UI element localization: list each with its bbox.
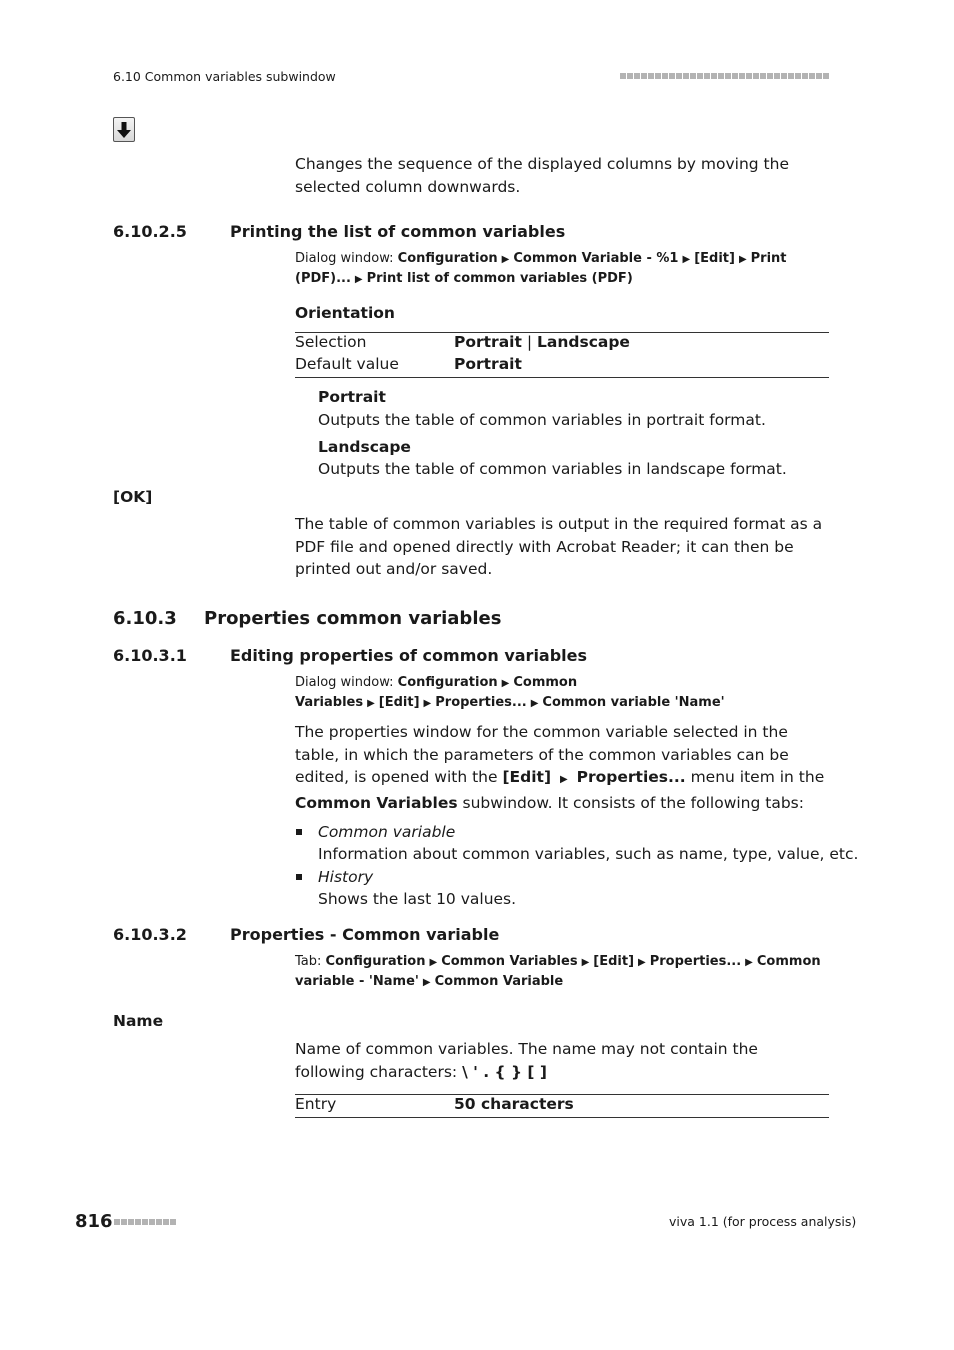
dialog-path: Dialog window: Configuration ▶ Common Variable - %1 ▶ [Edit] ▶ Print (PDF)... ▶ Print list of common variables (PDF) xyxy=(295,251,787,286)
tab-desc: Information about common variables, such as name, type, value, etc. xyxy=(318,845,859,863)
header-decoration xyxy=(620,73,829,79)
table-value: 50 characters xyxy=(454,1095,574,1113)
table-value: Portrait | Landscape xyxy=(454,333,630,351)
name-description: Name of common variables. The name may not contain the following characters: \ ' . { } [ ] xyxy=(295,1040,758,1081)
properties-paragraph: The properties window for the common variable selected in the table, in which the parameters of the common variables can be edited, is opened with the [Edit] ▶ Properties... menu item in the Common Variables subwindow. It consists of the following tabs: xyxy=(295,723,825,812)
tab-desc: Shows the last 10 values. xyxy=(318,890,517,908)
table-label: Entry xyxy=(295,1095,337,1113)
table-label: Selection xyxy=(295,333,367,351)
section-title: Editing properties of common variables xyxy=(230,646,588,665)
table-rule xyxy=(295,377,829,378)
option-desc: Outputs the table of common variables in landscape format. xyxy=(318,460,787,478)
option-name: Portrait xyxy=(318,388,386,406)
section-number: 6.10.3 xyxy=(113,608,177,629)
parameter-title: Name xyxy=(113,1012,164,1030)
parameter-title: Orientation xyxy=(295,304,395,322)
section-title: Properties common variables xyxy=(204,608,502,629)
section-title: Properties - Common variable xyxy=(230,925,500,944)
arrow-down-description: Changes the sequence of the displayed columns by moving the selected column downwards. xyxy=(295,155,789,196)
bullet-icon xyxy=(296,829,302,835)
tab-name: Common variable xyxy=(318,823,456,841)
running-header: 6.10 Common variables subwindow xyxy=(113,69,336,84)
tab-path: Tab: Configuration ▶ Common Variables ▶ [Edit] ▶ Properties... ▶ Common variable - 'Name' ▶ Common Variable xyxy=(295,954,821,989)
option-name: Landscape xyxy=(318,438,411,456)
table-value: Portrait xyxy=(454,355,522,373)
section-number: 6.10.3.2 xyxy=(113,925,187,944)
option-desc: Outputs the table of common variables in portrait format. xyxy=(318,411,766,429)
section-number: 6.10.2.5 xyxy=(113,222,187,241)
section-number: 6.10.3.1 xyxy=(113,646,187,665)
footer-decoration xyxy=(114,1219,176,1225)
ok-description: The table of common variables is output in the required format as a PDF file and opened directly with Acrobat Reader; it can then be printed out and/or saved. xyxy=(295,515,823,578)
product-name: viva 1.1 (for process analysis) xyxy=(669,1214,857,1229)
section-title: Printing the list of common variables xyxy=(230,222,566,241)
tab-name: History xyxy=(318,868,374,886)
table-label: Default value xyxy=(295,355,399,373)
ok-button-label: [OK] xyxy=(113,488,153,506)
bullet-icon xyxy=(296,874,302,880)
page-number: 816 xyxy=(75,1211,113,1232)
dialog-path: Dialog window: Configuration ▶ Common Variables ▶ [Edit] ▶ Properties... ▶ Common variable 'Name' xyxy=(295,675,725,710)
table-rule xyxy=(295,1117,829,1118)
arrow-down-icon[interactable] xyxy=(113,117,135,142)
